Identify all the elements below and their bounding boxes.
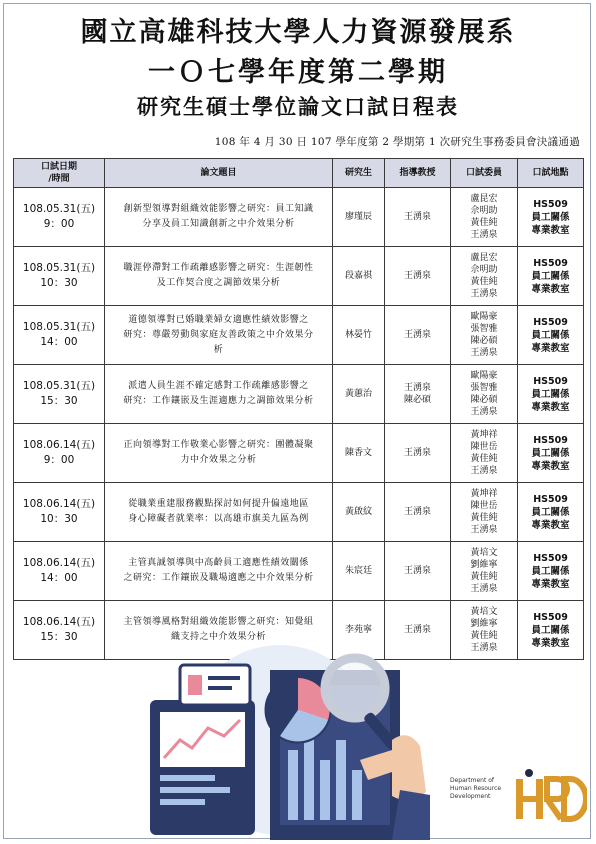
advisor-name: 陳必碩 [403,395,431,405]
location-cell [518,424,584,483]
thesis-title-line: 正向領導對工作敬業心影響之研究：團體凝聚 [123,440,314,450]
exam-date: 108.06.14(五) [22,557,96,569]
exam-time: 14：00 [40,572,78,584]
header-committee: 口試委員 [451,159,518,188]
committee-cell [451,483,518,542]
exam-time: 15：30 [40,631,78,643]
exam-time: 14：00 [40,336,78,348]
note-card-text [208,686,232,690]
committee-member: 陳必碩 [470,336,498,346]
location-line: 專業教室 [531,224,570,236]
header-student: 研究生 [333,159,385,188]
thesis-title-line: 身心障礙者就業率：以高雄市旗美九區為例 [128,514,309,524]
bar-mark [336,740,346,820]
student-cell [333,365,385,424]
approval-note: 108 年 4 月 30 日 107 學年度第 2 學期第 1 次研究生事務委員會決議通過 [214,136,580,148]
thesis-title-cell [105,365,333,424]
exam-datetime-cell [14,247,105,306]
location-cell [518,306,584,365]
exam-time: 10：30 [40,513,78,525]
committee-member: 佘明助 [470,206,498,216]
table-row [14,365,584,424]
student-name: 黃啟紋 [344,507,372,517]
committee-member: 劉維寧 [470,560,498,570]
thesis-title-line: 道德領導對已婚職業婦女適應性績效影響之 [128,314,309,325]
advisor-cell [385,365,451,424]
header-advisor: 指導教授 [385,159,451,188]
thesis-title-cell [105,306,333,365]
magnifier-icon [325,658,385,718]
student-name: 陳香文 [344,448,372,458]
page-title-university: 國立高雄科技大學人力資源發展系 [80,17,516,48]
advisor-cell [385,424,451,483]
thesis-title-cell [105,542,333,601]
committee-member: 張智雅 [470,383,498,393]
note-card-text [208,676,240,680]
student-name: 黃蕙治 [344,389,372,399]
committee-cell [451,601,518,660]
table-row [14,542,584,601]
committee-member: 盧昆宏 [470,194,498,204]
thesis-title-line: 職涯停滯對工作疏離感影響之研究：生涯韌性 [123,263,314,273]
student-name: 林晏竹 [344,330,372,340]
exam-datetime-cell [14,188,105,247]
exam-date: 108.05.31(五) [22,262,96,274]
exam-time: 10：30 [40,277,78,289]
advisor-name: 王湧泉 [403,330,431,340]
location-room: HS509 [533,611,568,623]
committee-member: 王湧泉 [470,230,498,240]
committee-member: 王湧泉 [470,407,498,417]
note-card-mark [188,675,202,695]
location-cell [518,188,584,247]
advisor-name: 王湧泉 [403,625,431,635]
header-datetime-line2: /時間 [48,174,70,184]
location-line: 專業教室 [531,401,570,413]
table-header-row [14,159,584,188]
advisor-name: 王湧泉 [403,448,431,458]
committee-member: 王湧泉 [470,643,498,653]
location-line: 專業教室 [531,342,570,354]
logo-text-line: Development [450,793,491,800]
hrd-logo [450,765,585,825]
logo-text-line: Department of [450,777,494,784]
advisor-name: 王湧泉 [403,566,431,576]
exam-datetime-cell [14,365,105,424]
location-room: HS509 [533,316,568,328]
location-line: 專業教室 [531,637,570,649]
committee-member: 黃培文 [470,548,498,558]
committee-cell [451,365,518,424]
thesis-title-line: 主管真誠領導與中高齡員工適應性績效關係 [128,558,309,568]
location-line: 員工關係 [531,624,570,636]
location-line: 專業教室 [531,519,570,531]
student-cell [333,188,385,247]
thesis-title-cell [105,188,333,247]
committee-member: 王湧泉 [470,525,498,535]
location-room: HS509 [533,434,568,446]
location-line: 員工關係 [531,329,570,341]
location-room: HS509 [533,493,568,505]
student-cell [333,542,385,601]
schedule-table [13,158,584,660]
thesis-title-line: 析 [213,344,224,355]
committee-cell [451,306,518,365]
location-line: 專業教室 [531,578,570,590]
committee-member: 劉維寧 [470,619,498,629]
thesis-title-line: 分享及員工知識創新之中介效果分析 [142,219,295,229]
committee-member: 黃坤祥 [470,489,498,499]
document-text-line [160,787,230,793]
location-line: 員工關係 [531,565,570,577]
exam-date: 108.05.31(五) [22,321,96,333]
exam-time: 9：00 [43,454,75,466]
location-room: HS509 [533,257,568,269]
thesis-title-cell [105,424,333,483]
committee-member: 陳必碩 [470,395,498,405]
advisor-cell [385,306,451,365]
committee-member: 黃佳純 [470,572,498,582]
exam-date: 108.06.14(五) [22,498,96,510]
thesis-title-cell [105,247,333,306]
hrd-logo-mark-icon [512,765,587,825]
student-cell [333,483,385,542]
location-cell [518,483,584,542]
document-text-line [160,799,205,805]
location-room: HS509 [533,375,568,387]
advisor-name: 王湧泉 [403,271,431,281]
data-analysis-illustration [130,640,440,840]
student-cell [333,306,385,365]
student-name: 廖瑾辰 [344,212,372,222]
location-line: 員工關係 [531,270,570,282]
advisor-cell [385,188,451,247]
location-line: 員工關係 [531,506,570,518]
committee-member: 王湧泉 [470,584,498,594]
advisor-cell [385,483,451,542]
bar-mark [304,735,314,820]
exam-date: 108.06.14(五) [22,616,96,628]
committee-member: 佘明助 [470,265,498,275]
thesis-title-line: 力中介效果之分析 [180,455,257,465]
thesis-title-line: 研究：尊嚴勞動與家庭友善政策之中介效果分 [123,329,314,340]
page-title-semester: 一Ｏ七學年度第二學期 [148,57,448,88]
committee-cell [451,247,518,306]
committee-member: 盧昆宏 [470,253,498,263]
bar-mark [320,760,330,820]
committee-member: 王湧泉 [470,289,498,299]
document-chart-area [160,712,245,767]
header-datetime-line1: 口試日期 [40,162,77,172]
student-name: 李苑寧 [344,625,372,635]
committee-member: 歐陽豪 [470,371,498,381]
table-row [14,188,584,247]
exam-datetime-cell [14,601,105,660]
location-cell [518,542,584,601]
table-row [14,247,584,306]
student-cell [333,247,385,306]
exam-datetime-cell [14,483,105,542]
student-cell [333,424,385,483]
committee-member: 黃佳純 [470,454,498,464]
exam-date: 108.05.31(五) [22,380,96,392]
thesis-title-line: 之研究：工作鑲嵌及職場適應之中介效果分析 [123,573,314,583]
location-line: 員工關係 [531,388,570,400]
location-line: 員工關係 [531,211,570,223]
logo-text-line: Human Resource [450,785,502,792]
committee-member: 黃佳純 [470,631,498,641]
location-cell [518,365,584,424]
thesis-title-line: 派遣人員生涯不確定感對工作疏離感影響之 [128,381,309,391]
advisor-name: 王湧泉 [403,212,431,222]
student-name: 段嘉祺 [344,271,372,281]
committee-member: 黃佳純 [470,513,498,523]
advisor-cell [385,247,451,306]
table-row [14,306,584,365]
bar-mark [288,750,298,820]
committee-member: 陳世岳 [470,501,498,511]
committee-member: 張智雅 [470,324,498,334]
location-line: 專業教室 [531,460,570,472]
committee-member: 黃佳純 [470,277,498,287]
location-line: 員工關係 [531,447,570,459]
header-location: 口試地點 [518,159,584,188]
committee-member: 王湧泉 [470,348,498,358]
committee-member: 黃培文 [470,607,498,617]
exam-datetime-cell [14,542,105,601]
thesis-title-line: 織支持之中介效果分析 [170,632,266,642]
thesis-title-line: 研究：工作鑲嵌及生涯適應力之調節效果分析 [123,396,314,406]
location-cell [518,247,584,306]
document-text-line [160,775,215,781]
exam-time: 9：00 [43,218,75,230]
exam-datetime-cell [14,424,105,483]
exam-date: 108.05.31(五) [22,203,96,215]
committee-member: 陳世岳 [470,442,498,452]
table-row [14,424,584,483]
advisor-cell [385,542,451,601]
exam-date: 108.06.14(五) [22,439,96,451]
committee-member: 黃坤祥 [470,430,498,440]
committee-cell [451,542,518,601]
student-name: 朱宸廷 [344,566,372,576]
location-line: 專業教室 [531,283,570,295]
location-room: HS509 [533,552,568,564]
thesis-title-line: 及工作契合度之調節效果分析 [156,278,281,288]
page-title-schedule: 研究生碩士學位論文口試日程表 [137,94,459,119]
committee-cell [451,188,518,247]
header-title: 論文題目 [105,159,333,188]
thesis-title-line: 創新型領導對組織效能影響之研究：員工知識 [123,204,314,214]
exam-datetime-cell [14,306,105,365]
advisor-name: 王湧泉 [403,507,431,517]
bar-mark [352,770,362,820]
advisor-name: 王湧泉 [403,383,431,393]
table-row [14,483,584,542]
location-room: HS509 [533,198,568,210]
committee-cell [451,424,518,483]
thesis-title-line: 主管領導風格對組織效能影響之研究：知覺組 [123,617,314,627]
exam-time: 15：30 [40,395,78,407]
committee-member: 黃佳純 [470,218,498,228]
thesis-title-line: 從職業重建服務觀點探討如何提升偏遠地區 [128,499,309,509]
thesis-title-cell [105,483,333,542]
location-cell [518,601,584,660]
header-datetime [14,159,105,188]
committee-member: 歐陽豪 [470,312,498,322]
logo-department-text [450,777,512,801]
committee-member: 王湧泉 [470,466,498,476]
